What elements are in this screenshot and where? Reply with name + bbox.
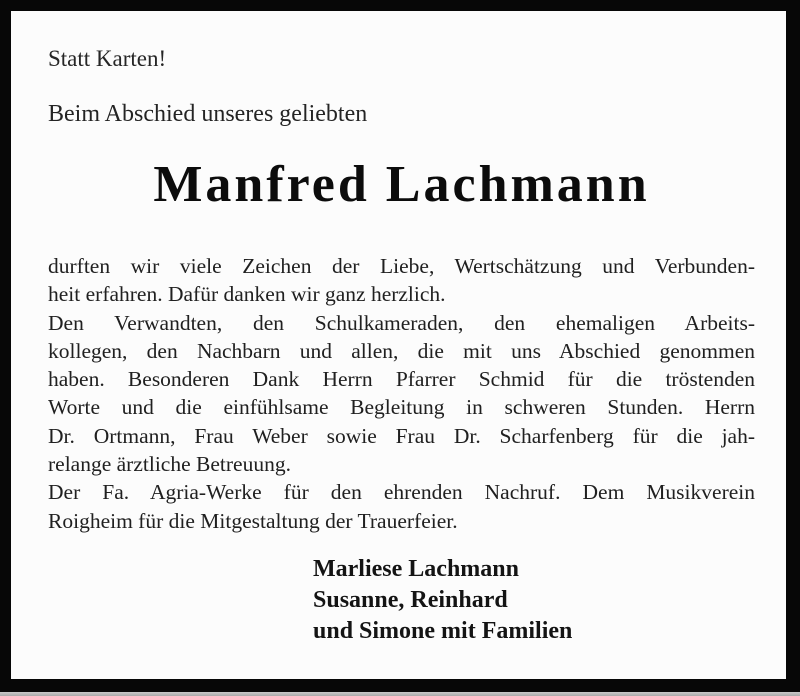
pre-header: Statt Karten!	[48, 46, 167, 71]
body-line: durften wir viele Zeichen der Liebe, Wertschätzung und Verbunden-	[48, 254, 755, 278]
body-line: kollegen, den Nachbarn und allen, die mit uns Abschied genommen	[48, 338, 755, 363]
signature-line: und Simone mit Familien	[313, 617, 573, 644]
body-line: Der Fa. Agria-Werke für den ehrenden Nachruf. Dem Musikverein	[48, 480, 755, 505]
signature-block	[313, 554, 755, 647]
intro-line: Beim Abschied unseres geliebten	[48, 101, 368, 127]
scan-edge-artifact	[0, 692, 800, 696]
body-line: haben. Besonderen Dank Herrn Pfarrer Schmid für die tröstenden	[48, 367, 755, 392]
deceased-name: Manfred Lachmann	[153, 156, 650, 213]
body-line: Roigheim für die Mitgestaltung der Trauerfeier.	[48, 508, 458, 533]
signature-line: Susanne, Reinhard	[313, 586, 508, 613]
body-line: heit erfahren. Dafür danken wir ganz herzlich.	[48, 282, 446, 307]
body-line: Den Verwandten, den Schulkameraden, den ehemaligen Arbeits-	[48, 310, 755, 335]
body-line: relange ärztliche Betreuung.	[48, 452, 291, 477]
signature-line: Marliese Lachmann	[313, 555, 519, 582]
body-line: Dr. Ortmann, Frau Weber sowie Frau Dr. Scharfenberg für die jah-	[48, 423, 755, 448]
body-text	[48, 252, 755, 535]
notice-sheet	[11, 11, 786, 679]
body-line: Worte und die einfühlsame Begleitung in schweren Stunden. Herrn	[48, 395, 755, 420]
